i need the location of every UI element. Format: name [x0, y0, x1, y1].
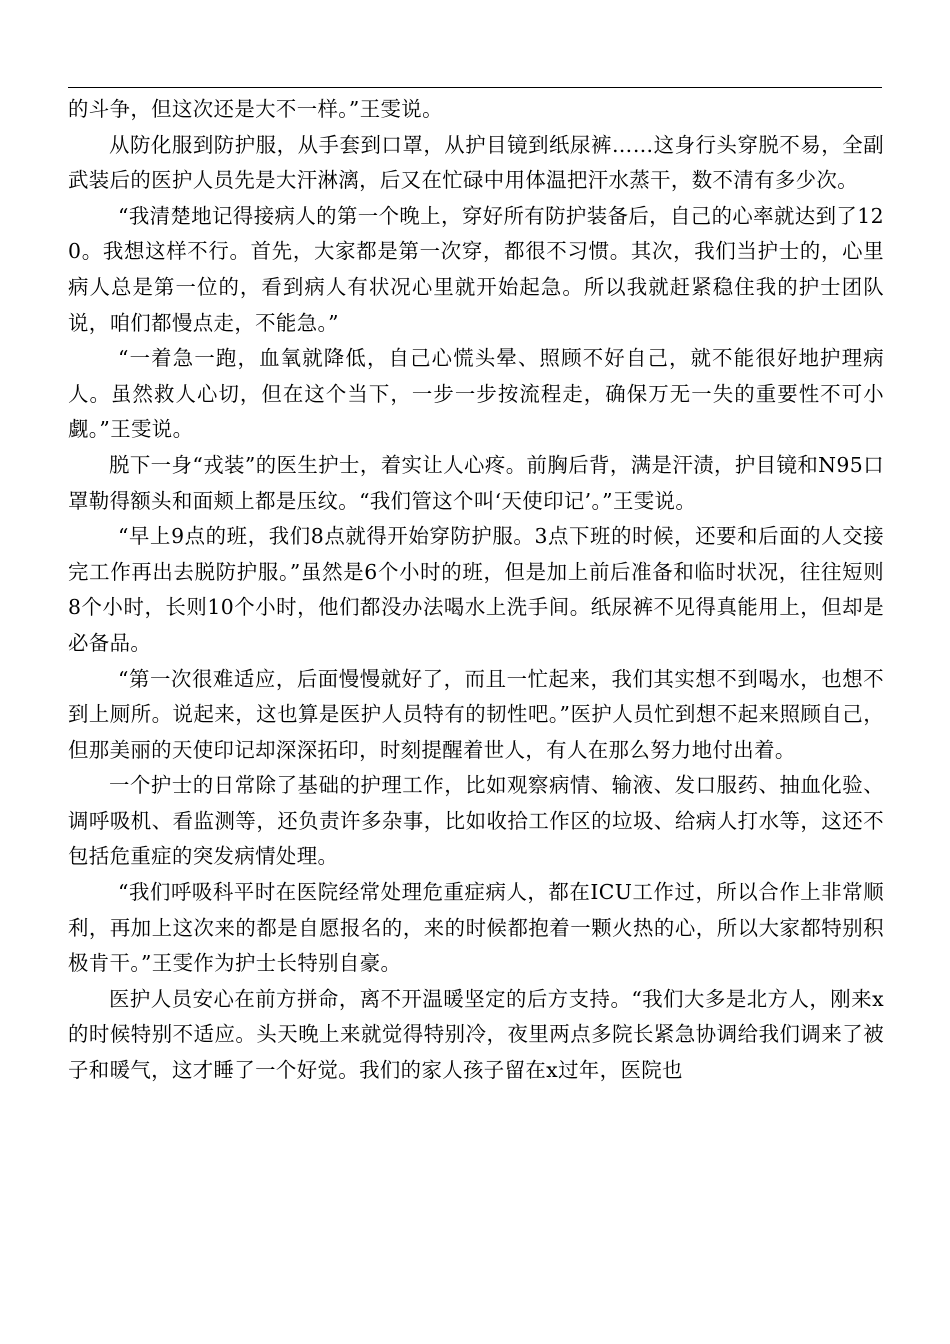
paragraph: “我们呼吸科平时在医院经常处理危重症病人，都在ICU工作过，所以合作上非常顺利，再加上这次来的都是自愿报名的，来的时候都抱着一颗火热的心，所以大家都特别积极肯干。”王雯作为护士长特别自豪。 — [68, 880, 884, 976]
paragraph: 脱下一身“戎装”的医生护士，着实让人心疼。前胸后背，满是汗渍，护目镜和N95口罩勒得额头和面颊上都是压纹。“我们管这个叫‘天使印记’。”王雯说。 — [68, 452, 884, 513]
paragraph: 医护人员安心在前方拼命，离不开温暖坚定的后方支持。“我们大多是北方人，刚来x的时候特别不适应。头天晚上来就觉得特别冷，夜里两点多院长紧急协调给我们调来了被子和暖气，这才睡了一个好觉。我们的家人孩子留在x过年，医院也 — [68, 986, 884, 1083]
paragraph: “我清楚地记得接病人的第一个晚上，穿好所有防护装备后，自己的心率就达到了120。我想这样不行。首先，大家都是第一次穿，都很不习惯。其次，我们当护士的，心里病人总是第一位的，看到病人有状况心里就开始起急。所以我就赶紧稳住我的护士团队说，咱们都慢点走，不能急。” — [68, 203, 884, 335]
article-body — [68, 92, 884, 1089]
paragraph: “一着急一跑，血氧就降低，自己心慌头晕、照顾不好自己，就不能很好地护理病人。虽然救人心切，但在这个当下，一步一步按流程走，确保万无一失的重要性不可小觑。”王雯说。 — [68, 346, 884, 442]
paragraph: 的斗争，但这次还是大不一样。”王雯说。 — [68, 97, 443, 121]
paragraph: “第一次很难适应，后面慢慢就好了，而且一忙起来，我们其实想不到喝水，也想不到上厕所。说起来，这也算是医护人员特有的韧性吧。”医护人员忙到想不起来照顾自己，但那美丽的天使印记却深深拓印，时刻提醒着世人，有人在那么努力地付出着。 — [68, 666, 884, 762]
header-rule — [68, 87, 882, 88]
paragraph: 一个护士的日常除了基础的护理工作，比如观察病情、输液、发口服药、抽血化验、调呼吸机、看监测等，还负责许多杂事，比如收拾工作区的垃圾、给病人打水等，这还不包括危重症的突发病情处理。 — [68, 773, 884, 869]
paragraph: 从防化服到防护服，从手套到口罩，从护目镜到纸尿裤……这身行头穿脱不易，全副武装后的医护人员先是大汗淋漓，后又在忙碌中用体温把汗水蒸干，数不清有多少次。 — [68, 132, 884, 193]
paragraph: “早上9点的班，我们8点就得开始穿防护服。3点下班的时候，还要和后面的人交接完工作再出去脱防护服。”虽然是6个小时的班，但是加上前后准备和临时状况，往往短则8个小时，长则10个小时，他们都没办法喝水上洗手间。纸尿裤不见得真能用上，但却是必备品。 — [68, 524, 884, 655]
